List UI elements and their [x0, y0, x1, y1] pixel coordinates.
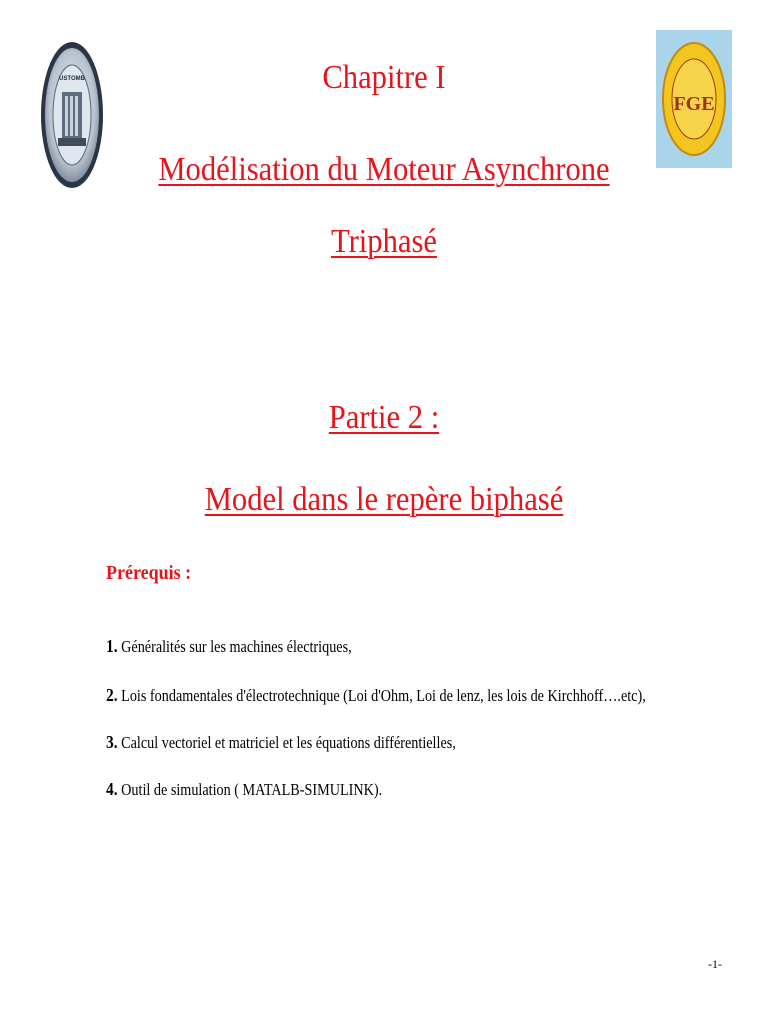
item-number: 4.	[106, 779, 118, 799]
item-number: 2.	[106, 685, 118, 705]
item-text: Généralités sur les machines électriques,	[117, 637, 352, 656]
faculty-acronym: FGE	[673, 93, 715, 115]
main-title-line1: Modélisation du Moteur Asynchrone	[158, 151, 610, 188]
item-number: 3.	[106, 732, 118, 752]
item-text: Lois fondamentales d'électrotechnique (Loi d'Ohm, Loi de lenz, les lois de Kirchhoff….etc),	[117, 686, 646, 705]
prerequisite-item-1	[106, 636, 352, 657]
seal-acronym: USTOMB	[59, 76, 85, 82]
part-title: Model dans le repère biphasé	[204, 481, 564, 518]
part-number: Partie 2 :	[328, 399, 440, 436]
prerequisites-heading: Prérequis :	[106, 562, 192, 584]
item-text: Calcul vectoriel et matriciel et les équations différentielles,	[117, 733, 456, 752]
item-text: Outil de simulation ( MATALB-SIMULINK).	[117, 780, 383, 799]
prerequisite-item-2	[106, 685, 646, 706]
chapter-title: Chapitre I	[322, 59, 446, 96]
prerequisite-item-4	[106, 779, 382, 800]
faculty-logo	[656, 30, 732, 168]
item-number: 1.	[106, 636, 118, 656]
page-number: -1-	[708, 957, 722, 971]
main-title-line2: Triphasé	[330, 223, 437, 260]
prerequisite-item-3	[106, 732, 456, 753]
